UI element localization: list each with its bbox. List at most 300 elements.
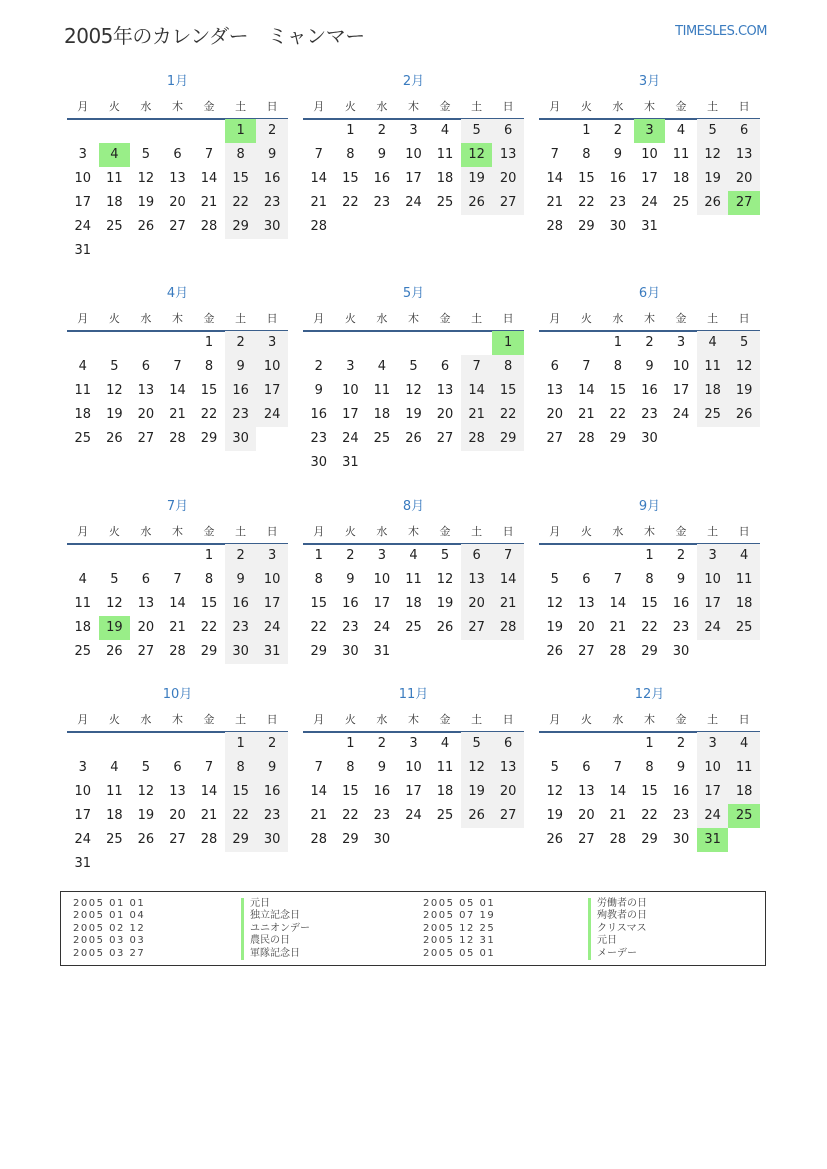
day-cell[interactable]: 3 <box>377 548 387 563</box>
day-cell[interactable]: 6 <box>173 147 182 162</box>
day-cell[interactable]: 16 <box>641 383 658 398</box>
day-cell[interactable]: 3 <box>409 736 418 751</box>
day-cell[interactable]: 26 <box>546 644 564 659</box>
holiday-day-cell[interactable]: 19 <box>99 616 131 640</box>
day-cell[interactable]: 17 <box>256 379 288 403</box>
day-cell[interactable]: 4 <box>110 760 119 775</box>
day-cell[interactable]: 20 <box>492 167 524 191</box>
day-cell[interactable]: 11 <box>728 568 760 592</box>
day-cell[interactable]: 31 <box>256 640 288 664</box>
day-cell[interactable]: 24 <box>342 431 359 446</box>
holiday-day-cell[interactable]: 31 <box>697 828 729 852</box>
day-cell[interactable]: 23 <box>672 808 690 823</box>
day-cell[interactable]: 22 <box>609 407 627 422</box>
day-cell[interactable]: 6 <box>440 359 450 374</box>
day-cell[interactable]: 14 <box>609 596 627 611</box>
day-cell[interactable]: 3 <box>256 331 288 355</box>
day-cell[interactable]: 2 <box>377 123 387 138</box>
day-cell[interactable]: 5 <box>728 331 760 355</box>
day-cell[interactable]: 9 <box>377 147 387 162</box>
day-cell[interactable]: 22 <box>225 191 257 215</box>
day-cell[interactable]: 31 <box>74 243 92 258</box>
day-cell[interactable]: 3 <box>78 147 87 162</box>
day-cell[interactable]: 9 <box>676 760 686 775</box>
day-cell[interactable]: 28 <box>461 427 493 451</box>
day-cell[interactable]: 3 <box>256 544 288 568</box>
day-cell[interactable]: 8 <box>204 359 214 374</box>
day-cell[interactable]: 24 <box>74 832 92 847</box>
day-cell[interactable]: 13 <box>137 383 155 398</box>
day-cell[interactable]: 19 <box>546 808 564 823</box>
day-cell[interactable]: 23 <box>256 804 288 828</box>
day-cell[interactable]: 12 <box>137 171 155 186</box>
day-cell[interactable]: 29 <box>641 832 658 847</box>
day-cell[interactable]: 16 <box>373 171 391 186</box>
day-cell[interactable]: 30 <box>373 832 391 847</box>
day-cell[interactable]: 8 <box>314 572 323 587</box>
day-cell[interactable]: 28 <box>169 431 186 446</box>
day-cell[interactable]: 17 <box>672 383 690 398</box>
day-cell[interactable]: 24 <box>256 403 288 427</box>
day-cell[interactable]: 26 <box>106 431 123 446</box>
day-cell[interactable]: 4 <box>78 359 87 374</box>
day-cell[interactable]: 4 <box>78 572 87 587</box>
day-cell[interactable]: 22 <box>641 620 658 635</box>
day-cell[interactable]: 17 <box>697 592 729 616</box>
day-cell[interactable]: 17 <box>405 784 422 799</box>
day-cell[interactable]: 20 <box>728 167 760 191</box>
day-cell[interactable]: 14 <box>169 596 186 611</box>
day-cell[interactable]: 7 <box>613 572 623 587</box>
day-cell[interactable]: 27 <box>461 616 493 640</box>
day-cell[interactable]: 25 <box>106 832 123 847</box>
day-cell[interactable]: 23 <box>641 407 658 422</box>
day-cell[interactable]: 28 <box>609 644 627 659</box>
day-cell[interactable]: 25 <box>697 403 729 427</box>
day-cell[interactable]: 17 <box>697 780 729 804</box>
day-cell[interactable]: 2 <box>377 736 387 751</box>
day-cell[interactable]: 4 <box>377 359 387 374</box>
day-cell[interactable]: 8 <box>225 143 257 167</box>
day-cell[interactable]: 23 <box>225 616 257 640</box>
day-cell[interactable]: 2 <box>346 548 355 563</box>
day-cell[interactable]: 8 <box>204 572 214 587</box>
day-cell[interactable]: 7 <box>204 760 214 775</box>
day-cell[interactable]: 22 <box>200 620 218 635</box>
day-cell[interactable]: 23 <box>256 191 288 215</box>
day-cell[interactable]: 21 <box>200 195 218 210</box>
day-cell[interactable]: 1 <box>346 123 355 138</box>
day-cell[interactable]: 14 <box>578 383 595 398</box>
day-cell[interactable]: 3 <box>78 760 87 775</box>
day-cell[interactable]: 10 <box>672 359 690 374</box>
day-cell[interactable]: 3 <box>346 359 355 374</box>
day-cell[interactable]: 15 <box>200 383 218 398</box>
day-cell[interactable]: 6 <box>550 359 559 374</box>
day-cell[interactable]: 19 <box>697 167 729 191</box>
day-cell[interactable]: 18 <box>672 171 690 186</box>
day-cell[interactable]: 5 <box>110 572 119 587</box>
day-cell[interactable]: 11 <box>106 784 123 799</box>
day-cell[interactable]: 1 <box>225 732 257 756</box>
day-cell[interactable]: 31 <box>641 219 658 234</box>
day-cell[interactable]: 30 <box>342 644 359 659</box>
day-cell[interactable]: 29 <box>342 832 359 847</box>
day-cell[interactable]: 26 <box>728 403 760 427</box>
day-cell[interactable]: 15 <box>310 596 328 611</box>
day-cell[interactable]: 24 <box>672 407 690 422</box>
day-cell[interactable]: 15 <box>342 784 359 799</box>
day-cell[interactable]: 5 <box>550 572 559 587</box>
day-cell[interactable]: 24 <box>74 219 92 234</box>
day-cell[interactable]: 2 <box>225 544 257 568</box>
day-cell[interactable]: 13 <box>578 596 595 611</box>
day-cell[interactable]: 4 <box>697 331 729 355</box>
day-cell[interactable]: 13 <box>492 756 524 780</box>
day-cell[interactable]: 28 <box>546 219 564 234</box>
day-cell[interactable]: 8 <box>613 359 623 374</box>
holiday-day-cell[interactable]: 4 <box>99 143 131 167</box>
day-cell[interactable]: 24 <box>405 808 422 823</box>
day-cell[interactable]: 25 <box>728 616 760 640</box>
day-cell[interactable]: 16 <box>373 784 391 799</box>
day-cell[interactable]: 24 <box>697 804 729 828</box>
day-cell[interactable]: 28 <box>578 431 595 446</box>
day-cell[interactable]: 20 <box>137 620 155 635</box>
holiday-day-cell[interactable]: 1 <box>492 331 524 355</box>
day-cell[interactable]: 18 <box>74 620 92 635</box>
day-cell[interactable]: 28 <box>169 644 186 659</box>
day-cell[interactable]: 13 <box>728 143 760 167</box>
day-cell[interactable]: 12 <box>546 596 564 611</box>
day-cell[interactable]: 18 <box>106 808 123 823</box>
day-cell[interactable]: 22 <box>578 195 595 210</box>
day-cell[interactable]: 14 <box>609 784 627 799</box>
day-cell[interactable]: 22 <box>225 804 257 828</box>
day-cell[interactable]: 12 <box>697 143 729 167</box>
day-cell[interactable]: 7 <box>461 355 493 379</box>
day-cell[interactable]: 1 <box>204 548 214 563</box>
day-cell[interactable]: 24 <box>256 616 288 640</box>
day-cell[interactable]: 29 <box>200 644 218 659</box>
day-cell[interactable]: 2 <box>314 359 323 374</box>
day-cell[interactable]: 26 <box>137 219 155 234</box>
day-cell[interactable]: 25 <box>436 808 454 823</box>
day-cell[interactable]: 20 <box>546 407 564 422</box>
day-cell[interactable]: 5 <box>141 147 151 162</box>
day-cell[interactable]: 25 <box>672 195 690 210</box>
day-cell[interactable]: 8 <box>346 147 355 162</box>
day-cell[interactable]: 29 <box>609 431 627 446</box>
day-cell[interactable]: 27 <box>137 431 155 446</box>
day-cell[interactable]: 22 <box>641 808 658 823</box>
day-cell[interactable]: 27 <box>492 804 524 828</box>
holiday-day-cell[interactable]: 12 <box>461 143 493 167</box>
day-cell[interactable]: 23 <box>225 403 257 427</box>
day-cell[interactable]: 10 <box>641 147 658 162</box>
day-cell[interactable]: 12 <box>137 784 155 799</box>
day-cell[interactable]: 16 <box>672 784 690 799</box>
day-cell[interactable]: 7 <box>550 147 559 162</box>
day-cell[interactable]: 28 <box>310 219 328 234</box>
day-cell[interactable]: 16 <box>256 780 288 804</box>
day-cell[interactable]: 11 <box>697 355 729 379</box>
day-cell[interactable]: 11 <box>373 383 391 398</box>
day-cell[interactable]: 1 <box>204 335 214 350</box>
day-cell[interactable]: 12 <box>436 572 454 587</box>
day-cell[interactable]: 4 <box>440 123 450 138</box>
day-cell[interactable]: 11 <box>74 383 92 398</box>
day-cell[interactable]: 9 <box>256 756 288 780</box>
day-cell[interactable]: 5 <box>110 359 119 374</box>
day-cell[interactable]: 18 <box>373 407 391 422</box>
day-cell[interactable]: 2 <box>256 119 288 143</box>
day-cell[interactable]: 14 <box>200 171 218 186</box>
day-cell[interactable]: 7 <box>204 147 214 162</box>
day-cell[interactable]: 24 <box>373 620 391 635</box>
day-cell[interactable]: 13 <box>169 784 186 799</box>
day-cell[interactable]: 29 <box>310 644 328 659</box>
day-cell[interactable]: 1 <box>346 736 355 751</box>
day-cell[interactable]: 5 <box>141 760 151 775</box>
day-cell[interactable]: 1 <box>613 335 623 350</box>
day-cell[interactable]: 7 <box>314 147 323 162</box>
day-cell[interactable]: 18 <box>436 784 454 799</box>
day-cell[interactable]: 9 <box>314 383 323 398</box>
day-cell[interactable]: 15 <box>225 780 257 804</box>
day-cell[interactable]: 23 <box>373 808 391 823</box>
day-cell[interactable]: 16 <box>225 379 257 403</box>
day-cell[interactable]: 14 <box>546 171 564 186</box>
day-cell[interactable]: 13 <box>137 596 155 611</box>
day-cell[interactable]: 10 <box>256 355 288 379</box>
day-cell[interactable]: 22 <box>342 808 359 823</box>
day-cell[interactable]: 9 <box>645 359 654 374</box>
day-cell[interactable]: 29 <box>200 431 218 446</box>
day-cell[interactable]: 8 <box>492 355 524 379</box>
day-cell[interactable]: 27 <box>137 644 155 659</box>
day-cell[interactable]: 30 <box>225 427 257 451</box>
day-cell[interactable]: 22 <box>492 403 524 427</box>
day-cell[interactable]: 15 <box>641 784 658 799</box>
day-cell[interactable]: 5 <box>440 548 450 563</box>
day-cell[interactable]: 27 <box>546 431 564 446</box>
day-cell[interactable]: 21 <box>492 592 524 616</box>
day-cell[interactable]: 20 <box>578 808 595 823</box>
day-cell[interactable]: 15 <box>492 379 524 403</box>
day-cell[interactable]: 16 <box>310 407 328 422</box>
day-cell[interactable]: 7 <box>492 544 524 568</box>
day-cell[interactable]: 15 <box>225 167 257 191</box>
day-cell[interactable]: 26 <box>106 644 123 659</box>
day-cell[interactable]: 2 <box>256 732 288 756</box>
day-cell[interactable]: 17 <box>373 596 391 611</box>
day-cell[interactable]: 25 <box>106 219 123 234</box>
day-cell[interactable]: 8 <box>645 760 654 775</box>
day-cell[interactable]: 11 <box>436 147 454 162</box>
day-cell[interactable]: 9 <box>613 147 623 162</box>
day-cell[interactable]: 2 <box>225 331 257 355</box>
day-cell[interactable]: 20 <box>492 780 524 804</box>
day-cell[interactable]: 19 <box>461 167 493 191</box>
day-cell[interactable]: 29 <box>225 215 257 239</box>
day-cell[interactable]: 2 <box>676 548 686 563</box>
day-cell[interactable]: 6 <box>492 732 524 756</box>
day-cell[interactable]: 21 <box>310 808 328 823</box>
day-cell[interactable]: 16 <box>609 171 627 186</box>
day-cell[interactable]: 16 <box>256 167 288 191</box>
day-cell[interactable]: 10 <box>74 171 92 186</box>
day-cell[interactable]: 30 <box>672 832 690 847</box>
day-cell[interactable]: 4 <box>409 548 418 563</box>
day-cell[interactable]: 22 <box>200 407 218 422</box>
day-cell[interactable]: 6 <box>141 359 151 374</box>
day-cell[interactable]: 21 <box>169 620 186 635</box>
day-cell[interactable]: 27 <box>492 191 524 215</box>
day-cell[interactable]: 19 <box>461 780 493 804</box>
day-cell[interactable]: 23 <box>672 620 690 635</box>
day-cell[interactable]: 15 <box>641 596 658 611</box>
day-cell[interactable]: 2 <box>613 123 623 138</box>
day-cell[interactable]: 14 <box>169 383 186 398</box>
day-cell[interactable]: 5 <box>409 359 418 374</box>
day-cell[interactable]: 15 <box>578 171 595 186</box>
day-cell[interactable]: 30 <box>609 219 627 234</box>
day-cell[interactable]: 21 <box>461 403 493 427</box>
day-cell[interactable]: 6 <box>173 760 182 775</box>
day-cell[interactable]: 2 <box>645 335 654 350</box>
day-cell[interactable]: 10 <box>74 784 92 799</box>
day-cell[interactable]: 13 <box>169 171 186 186</box>
day-cell[interactable]: 19 <box>405 407 422 422</box>
holiday-day-cell[interactable]: 27 <box>728 191 760 215</box>
day-cell[interactable]: 17 <box>74 808 92 823</box>
day-cell[interactable]: 12 <box>728 355 760 379</box>
day-cell[interactable]: 17 <box>641 171 658 186</box>
day-cell[interactable]: 10 <box>342 383 359 398</box>
day-cell[interactable]: 10 <box>256 568 288 592</box>
day-cell[interactable]: 28 <box>492 616 524 640</box>
day-cell[interactable]: 26 <box>697 191 729 215</box>
day-cell[interactable]: 13 <box>436 383 454 398</box>
day-cell[interactable]: 17 <box>405 171 422 186</box>
day-cell[interactable]: 3 <box>676 335 686 350</box>
day-cell[interactable]: 12 <box>405 383 422 398</box>
day-cell[interactable]: 3 <box>697 732 729 756</box>
day-cell[interactable]: 11 <box>74 596 92 611</box>
day-cell[interactable]: 1 <box>645 548 654 563</box>
day-cell[interactable]: 11 <box>405 572 422 587</box>
day-cell[interactable]: 15 <box>609 383 627 398</box>
day-cell[interactable]: 27 <box>169 832 186 847</box>
day-cell[interactable]: 31 <box>373 644 391 659</box>
day-cell[interactable]: 4 <box>728 544 760 568</box>
day-cell[interactable]: 29 <box>578 219 595 234</box>
day-cell[interactable]: 21 <box>546 195 564 210</box>
day-cell[interactable]: 4 <box>676 123 686 138</box>
day-cell[interactable]: 18 <box>697 379 729 403</box>
day-cell[interactable]: 13 <box>492 143 524 167</box>
day-cell[interactable]: 23 <box>373 195 391 210</box>
day-cell[interactable]: 12 <box>106 383 123 398</box>
day-cell[interactable]: 7 <box>173 572 182 587</box>
day-cell[interactable]: 9 <box>346 572 355 587</box>
day-cell[interactable]: 3 <box>697 544 729 568</box>
day-cell[interactable]: 24 <box>697 616 729 640</box>
day-cell[interactable]: 26 <box>405 431 422 446</box>
day-cell[interactable]: 21 <box>609 620 627 635</box>
day-cell[interactable]: 30 <box>256 828 288 852</box>
day-cell[interactable]: 26 <box>461 804 493 828</box>
day-cell[interactable]: 30 <box>310 455 328 470</box>
day-cell[interactable]: 29 <box>492 427 524 451</box>
day-cell[interactable]: 28 <box>609 832 627 847</box>
day-cell[interactable]: 14 <box>200 784 218 799</box>
day-cell[interactable]: 5 <box>461 119 493 143</box>
day-cell[interactable]: 9 <box>225 568 257 592</box>
day-cell[interactable]: 6 <box>492 119 524 143</box>
day-cell[interactable]: 10 <box>405 760 422 775</box>
day-cell[interactable]: 7 <box>173 359 182 374</box>
day-cell[interactable]: 7 <box>582 359 591 374</box>
day-cell[interactable]: 27 <box>169 219 186 234</box>
day-cell[interactable]: 3 <box>409 123 418 138</box>
day-cell[interactable]: 1 <box>645 736 654 751</box>
day-cell[interactable]: 19 <box>137 808 155 823</box>
day-cell[interactable]: 8 <box>346 760 355 775</box>
day-cell[interactable]: 1 <box>314 548 323 563</box>
day-cell[interactable]: 28 <box>200 832 218 847</box>
day-cell[interactable]: 31 <box>74 856 92 871</box>
day-cell[interactable]: 17 <box>342 407 359 422</box>
day-cell[interactable]: 13 <box>578 784 595 799</box>
day-cell[interactable]: 4 <box>728 732 760 756</box>
day-cell[interactable]: 6 <box>141 572 151 587</box>
day-cell[interactable]: 8 <box>225 756 257 780</box>
day-cell[interactable]: 1 <box>582 123 591 138</box>
day-cell[interactable]: 21 <box>310 195 328 210</box>
day-cell[interactable]: 20 <box>436 407 454 422</box>
site-link[interactable]: TIMESLES.COM <box>675 24 767 39</box>
day-cell[interactable]: 27 <box>578 644 595 659</box>
day-cell[interactable]: 29 <box>641 644 658 659</box>
day-cell[interactable]: 19 <box>728 379 760 403</box>
day-cell[interactable]: 19 <box>436 596 454 611</box>
day-cell[interactable]: 7 <box>314 760 323 775</box>
day-cell[interactable]: 9 <box>256 143 288 167</box>
day-cell[interactable]: 19 <box>137 195 155 210</box>
day-cell[interactable]: 11 <box>672 147 690 162</box>
day-cell[interactable]: 25 <box>436 195 454 210</box>
day-cell[interactable]: 20 <box>137 407 155 422</box>
day-cell[interactable]: 14 <box>310 784 328 799</box>
day-cell[interactable]: 15 <box>200 596 218 611</box>
day-cell[interactable]: 18 <box>728 780 760 804</box>
day-cell[interactable]: 12 <box>106 596 123 611</box>
day-cell[interactable]: 5 <box>550 760 559 775</box>
day-cell[interactable]: 16 <box>672 596 690 611</box>
day-cell[interactable]: 8 <box>582 147 591 162</box>
day-cell[interactable]: 24 <box>405 195 422 210</box>
day-cell[interactable]: 21 <box>200 808 218 823</box>
day-cell[interactable]: 28 <box>310 832 328 847</box>
day-cell[interactable]: 16 <box>342 596 359 611</box>
day-cell[interactable]: 15 <box>342 171 359 186</box>
day-cell[interactable]: 10 <box>373 572 391 587</box>
day-cell[interactable]: 13 <box>546 383 564 398</box>
day-cell[interactable]: 14 <box>461 379 493 403</box>
day-cell[interactable]: 18 <box>728 592 760 616</box>
